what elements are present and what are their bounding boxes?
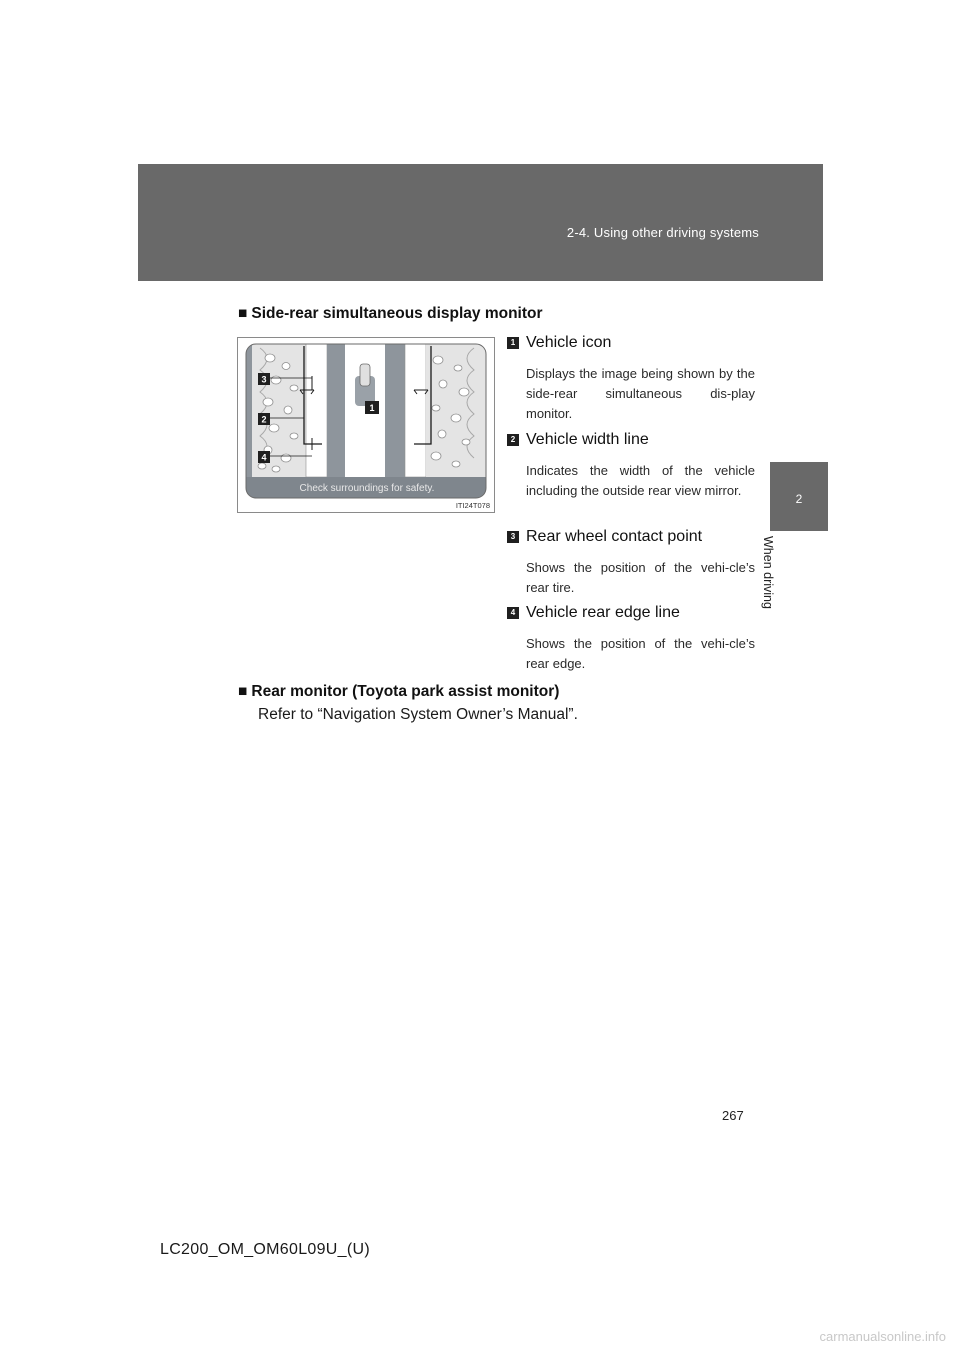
document-code: LC200_OM_OM60L09U_(U) (160, 1241, 370, 1258)
callout-label-4: 4 (261, 452, 267, 463)
callout-label-2: 2 (261, 414, 267, 425)
item-description: Displays the image being shown by the side-rear simultaneous dis-play monitor. (526, 366, 755, 421)
section-title-text: Rear monitor (Toyota park assist monitor) (251, 683, 560, 700)
section-title-side-rear (238, 305, 543, 323)
number-4-icon: 4 (507, 607, 519, 619)
item-title: Vehicle width line (526, 431, 649, 448)
callout-label-1: 1 (369, 403, 375, 413)
item-vehicle-icon (507, 334, 755, 424)
page-number: 267 (722, 1108, 744, 1123)
number-3-icon: 3 (507, 531, 519, 543)
square-bullet-icon: ■ (238, 305, 248, 322)
section-title-text: Side-rear simultaneous display monitor (251, 305, 543, 322)
section-title-rear-monitor (238, 683, 559, 701)
square-bullet-icon: ■ (238, 683, 248, 700)
item-title: Vehicle rear edge line (526, 604, 680, 621)
item-rear-wheel-contact-point (507, 528, 755, 598)
number-2-icon: 2 (507, 434, 519, 446)
chapter-label (761, 536, 793, 636)
monitor-figure (237, 337, 495, 513)
header-section-title: 2-4. Using other driving systems (566, 225, 759, 240)
monitor-illustration (238, 338, 494, 512)
item-vehicle-rear-edge-line (507, 604, 755, 674)
callout-label-3: 3 (261, 374, 267, 385)
item-description: Indicates the width of the vehicle including the outside rear view mirror. (526, 463, 755, 498)
number-1-icon: 1 (507, 337, 519, 349)
figure-code: ITI24T078 (455, 501, 490, 510)
item-title: Vehicle icon (526, 334, 612, 351)
header-band (138, 164, 823, 281)
item-description: Shows the position of the vehi-cle’s rear tire. (526, 560, 755, 595)
figure-overlay-text: Check surroundings for safety. (299, 483, 435, 494)
item-vehicle-width-line (507, 431, 755, 501)
chapter-label-text: When driving (761, 536, 775, 609)
chapter-number: 2 (795, 492, 803, 506)
item-description: Shows the position of the vehi-cle’s rear edge. (526, 636, 755, 671)
item-title: Rear wheel contact point (526, 528, 703, 545)
rear-monitor-reference: Refer to “Navigation System Owner’s Manual”. (258, 706, 578, 723)
chapter-tab (770, 462, 828, 531)
watermark: carmanualsonline.info (819, 1329, 946, 1344)
